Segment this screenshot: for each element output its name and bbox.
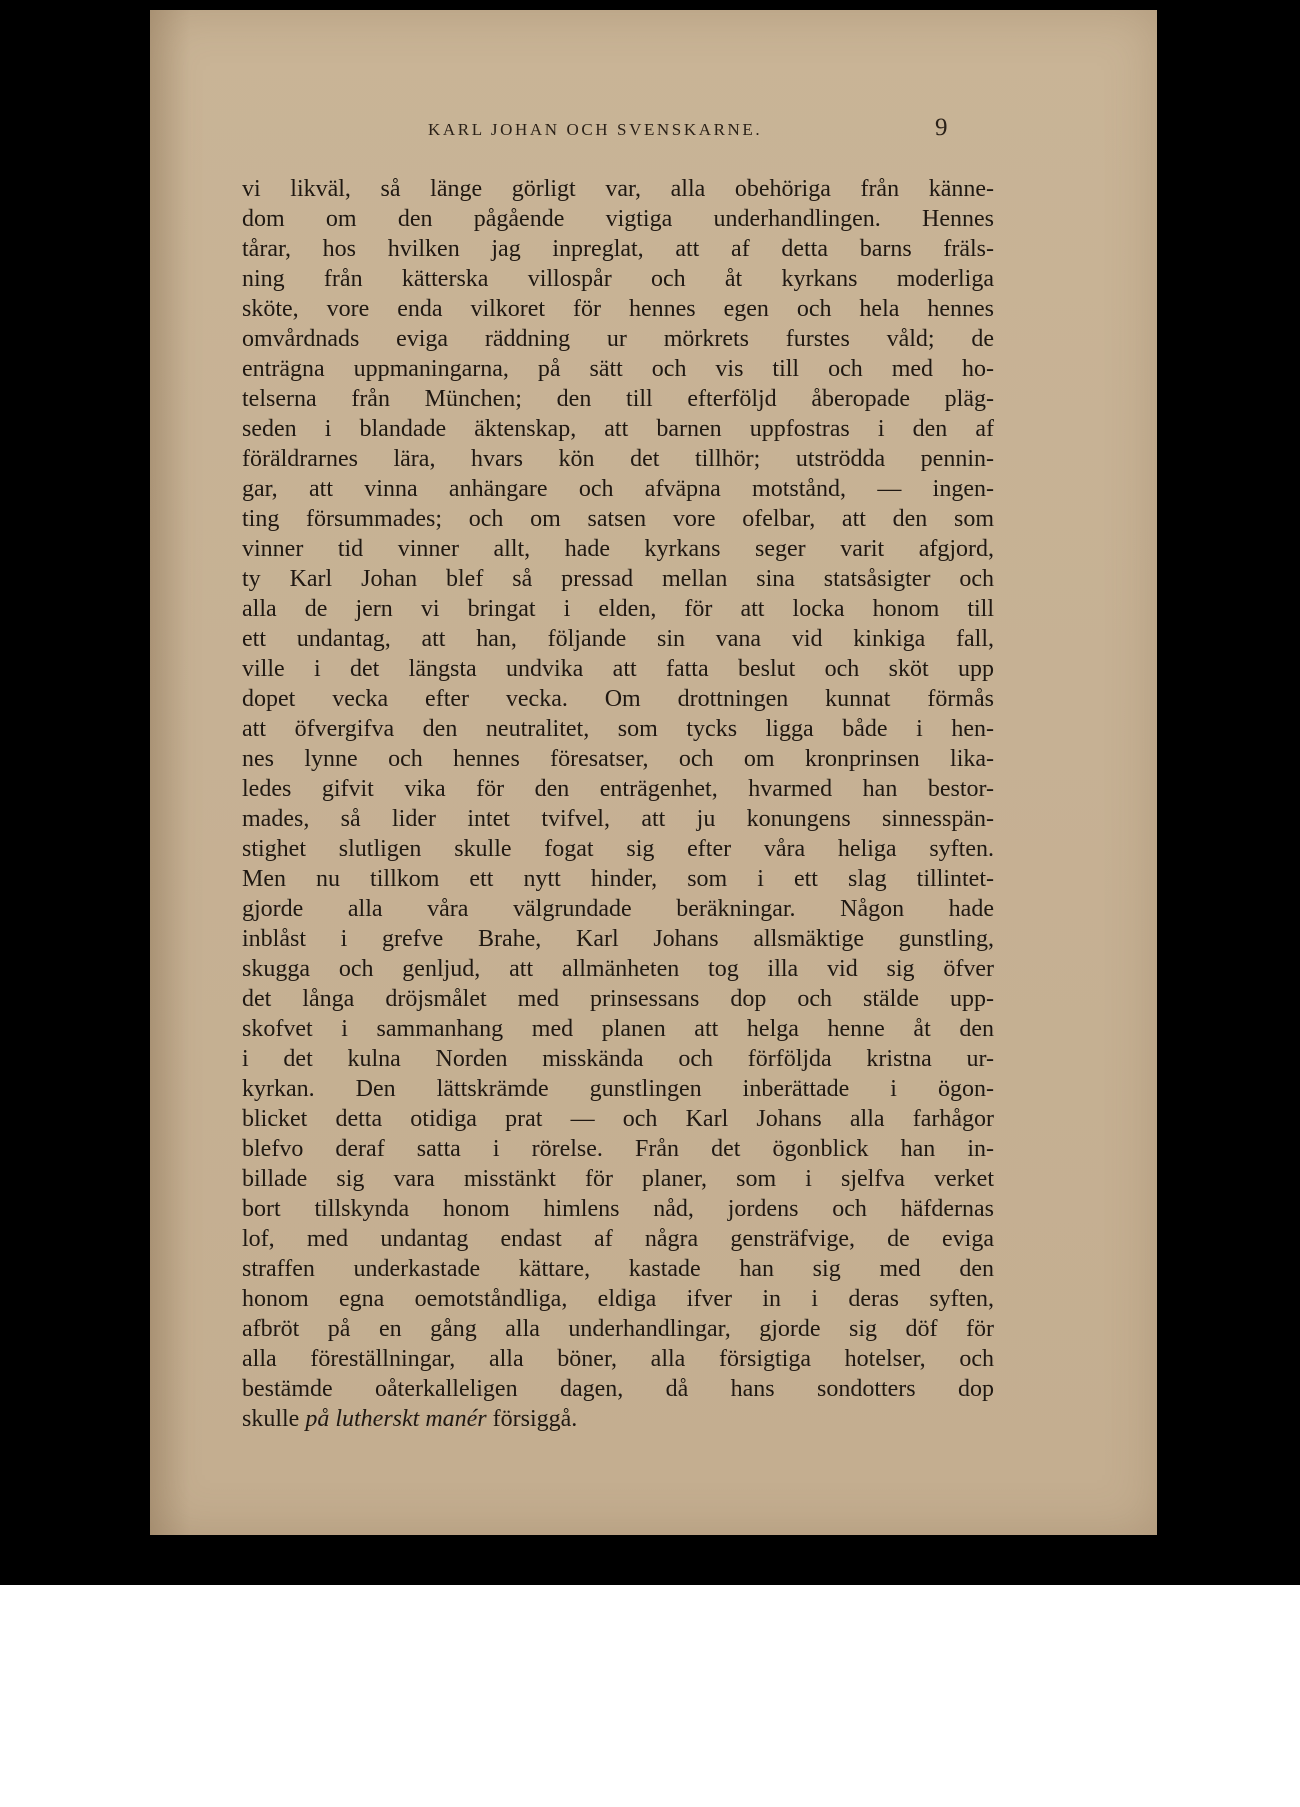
page-gutter-shadow [150, 10, 190, 1535]
text-line: seden i blandade äktenskap, att barnen uppfostras i den af [242, 416, 994, 442]
text-line: ty Karl Johan blef så pressad mellan sina statsåsigter och [242, 566, 994, 592]
italic-phrase: på lutherskt manér [305, 1406, 487, 1432]
text-line: sköte, vore enda vilkoret för hennes egen och hela hennes [242, 296, 994, 322]
text-line: ledes gifvit vika för den enträgenhet, hvarmed han bestor- [242, 776, 994, 802]
text-line: kyrkan. Den lättskrämde gunstlingen inberättade i ögon- [242, 1076, 994, 1102]
text-line: alla de jern vi bringat i elden, för att locka honom till [242, 596, 994, 622]
text-line: blefvo deraf satta i rörelse. Från det ögonblick han in- [242, 1136, 994, 1162]
text-line: inblåst i grefve Brahe, Karl Johans allsmäktige gunstling, [242, 926, 994, 952]
text-line: gar, att vinna anhängare och afväpna motstånd, — ingen- [242, 476, 994, 502]
text-line: straffen underkastade kättare, kastade han sig med den [242, 1256, 994, 1282]
text-line: skofvet i sammanhang med planen att helga henne åt den [242, 1016, 994, 1042]
text-line: telserna från München; den till efterföljd åberopade pläg- [242, 386, 994, 412]
text-line: ville i det längsta undvika att fatta beslut och sköt upp [242, 656, 994, 682]
text-line: ning från kätterska villospår och åt kyrkans moderliga [242, 266, 994, 292]
text-line: afbröt på en gång alla underhandlingar, gjorde sig döf för [242, 1316, 994, 1342]
text-line: skugga och genljud, att allmänheten tog illa vid sig öfver [242, 956, 994, 982]
text-line: dom om den pågående vigtiga underhandlingen. Hennes [242, 206, 994, 232]
text-line: föräldrarnes lära, hvars kön det tillhör; utströdda pennin- [242, 446, 994, 472]
text-line: blicket detta otidiga prat — och Karl Johans alla farhågor [242, 1106, 994, 1132]
running-title: KARL JOHAN OCH SVENSKARNE. [428, 120, 763, 139]
text-line: gjorde alla våra välgrundade beräkningar. Någon hade [242, 896, 994, 922]
text-line: nes lynne och hennes föresatser, och om kronprinsen lika- [242, 746, 994, 772]
running-head [150, 114, 1157, 148]
text-line: Men nu tillkom ett nytt hinder, som i ett slag tillintet- [242, 866, 994, 892]
text-line: alla föreställningar, alla böner, alla försigtiga hotelser, och [242, 1346, 994, 1372]
book-page [150, 10, 1157, 1535]
text-line: det långa dröjsmålet med prinsessans dop och stälde upp- [242, 986, 994, 1012]
text-line: mades, så lider intet tvifvel, att ju konungens sinnesspän- [242, 806, 994, 832]
text-line: billade sig vara misstänkt för planer, som i sjelfva verket [242, 1166, 994, 1192]
text-line: bestämde oåterkalleligen dagen, då hans sondotters dop [242, 1376, 994, 1402]
text-line: dopet vecka efter vecka. Om drottningen kunnat förmås [242, 686, 994, 712]
last-line-end: försiggå. [492, 1406, 578, 1432]
text-line: ting försummades; och om satsen vore ofelbar, att den som [242, 506, 994, 532]
text-line: enträgna uppmaningarna, på sätt och vis till och med ho- [242, 356, 994, 382]
text-line: i det kulna Norden misskända och förföljda kristna ur- [242, 1046, 994, 1072]
text-line: tårar, hos hvilken jag inpreglat, att af detta barns fräls- [242, 236, 994, 262]
text-line: vi likväl, så länge görligt var, alla obehöriga från känne- [242, 176, 994, 202]
text-line-last [242, 1404, 994, 1434]
text-line: stighet slutligen skulle fogat sig efter våra heliga syften. [242, 836, 994, 862]
page-number: 9 [935, 114, 948, 141]
body-text [242, 174, 994, 1434]
last-line-start: skulle [242, 1406, 300, 1432]
text-line: vinner tid vinner allt, hade kyrkans seger varit afgjord, [242, 536, 994, 562]
text-line: honom egna oemotståndliga, eldiga ifver in i deras syften, [242, 1286, 994, 1312]
text-line: lof, med undantag endast af några gensträfvige, de eviga [242, 1226, 994, 1252]
text-line: bort tillskynda honom himlens nåd, jordens och häfdernas [242, 1196, 994, 1222]
text-line: ett undantag, att han, följande sin vana vid kinkiga fall, [242, 626, 994, 652]
text-line: att öfvergifva den neutralitet, som tycks ligga både i hen- [242, 716, 994, 742]
text-line: omvårdnads eviga räddning ur mörkrets furstes våld; de [242, 326, 994, 352]
